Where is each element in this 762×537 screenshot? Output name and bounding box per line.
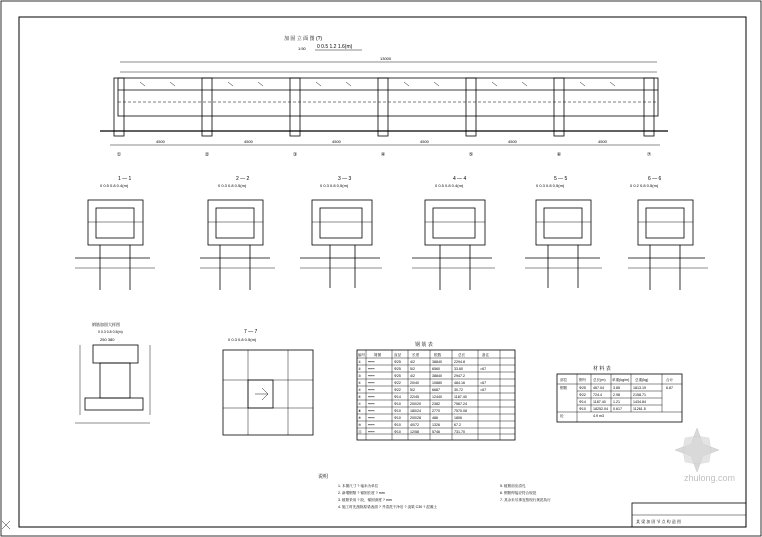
table-cell: Φ10 bbox=[394, 402, 401, 406]
note-item: 4. 施工时先凿除原梁表面 ? 并清洗干净后 ? 浇筑 C30 ? 混凝土 bbox=[338, 505, 438, 509]
quantity-header: 合计 bbox=[666, 378, 674, 382]
table-cell: 11261.5 bbox=[633, 407, 646, 411]
table-cell: 38840 bbox=[432, 374, 442, 378]
table-cell: 484.16 bbox=[454, 381, 465, 385]
table-cell: 2.98 bbox=[613, 393, 620, 397]
table-cell: 6687 bbox=[432, 388, 440, 392]
table-cell: 1806 bbox=[454, 416, 462, 420]
table-cell: 33.60 bbox=[454, 367, 463, 371]
note-item: 1. 本图尺寸 ? 毫米为单位 bbox=[338, 484, 379, 488]
table-cell: Φ25 bbox=[394, 374, 401, 378]
table-cell: Φ25 bbox=[394, 367, 401, 371]
table-cell: ━━━ bbox=[368, 360, 375, 364]
bay-dim: 4500 bbox=[420, 139, 429, 144]
table-cell: Φ14 bbox=[394, 395, 401, 399]
table-cell: Φ14 bbox=[579, 400, 586, 404]
table-cell: ② bbox=[358, 367, 362, 371]
bay-dim: 4500 bbox=[598, 139, 607, 144]
table-cell: 5746 bbox=[432, 430, 440, 434]
axis-number: ② bbox=[204, 152, 210, 158]
table-cell: 200/28 bbox=[410, 416, 421, 420]
section-title: 6 — 6 bbox=[648, 176, 662, 182]
table-cell: Φ25 bbox=[394, 360, 401, 364]
table-cell: 1187.40 bbox=[593, 400, 606, 404]
elevation-scale-label: 1:50 bbox=[298, 46, 306, 51]
table-cell: 10880 bbox=[432, 381, 442, 385]
table-cell: Φ10 bbox=[394, 423, 401, 427]
rebar-header: 直径 bbox=[394, 353, 402, 357]
note-item: 2. 新增钢筋 ? 锚固长度 ? mm bbox=[338, 491, 385, 495]
elevation-scale-ticks: 0 0.5 1.2 1.6(m) bbox=[317, 44, 353, 50]
section-title: 4 — 4 bbox=[453, 176, 467, 182]
table-cell: 724.4 bbox=[593, 393, 602, 397]
table-cell: ━━━ bbox=[368, 430, 375, 434]
table-cell: 200/20 bbox=[410, 402, 421, 406]
table-cell: 1434.84 bbox=[633, 400, 646, 404]
table-cell: ⑪ bbox=[358, 430, 362, 434]
note-item: 3. 植筋采用 ? 胶，锚固深度 ? mm bbox=[338, 498, 392, 502]
table-cell: Φ22 bbox=[394, 381, 401, 385]
table-cell: ⑥ bbox=[358, 395, 362, 399]
table-cell: 2770 bbox=[432, 409, 440, 413]
table-cell: ⑧ bbox=[358, 409, 362, 413]
table-cell: 12/58 bbox=[410, 430, 419, 434]
quantity-table-title: 材 料 表 bbox=[593, 366, 611, 372]
table-cell: ━━━ bbox=[368, 374, 375, 378]
title-block-label: 某 梁 加 固 节 点 构 造 图 bbox=[636, 519, 681, 524]
detail-a-dim: 250 380 bbox=[100, 337, 115, 342]
table-cell: 18252.04 bbox=[593, 407, 608, 411]
table-cell: Φ22 bbox=[579, 393, 586, 397]
table-cell: 4.9 m3 bbox=[593, 414, 604, 418]
section-title: 3 — 3 bbox=[338, 176, 352, 182]
table-cell: 2294.8 bbox=[454, 360, 465, 364]
rebar-table-title: 钢 筋 表 bbox=[415, 342, 433, 348]
axis-number: ⑦ bbox=[646, 152, 652, 158]
section-title: 5 — 5 bbox=[554, 176, 568, 182]
table-cell: 0.617 bbox=[613, 407, 622, 411]
axis-number: ⑤ bbox=[468, 152, 474, 158]
table-cell: ① bbox=[358, 360, 362, 364]
table-cell: Φ10 bbox=[394, 409, 401, 413]
table-cell: 砼 bbox=[560, 414, 564, 418]
table-cell: ⑨ bbox=[358, 416, 362, 420]
table-cell: 20/40 bbox=[410, 381, 419, 385]
table-cell: 6560 bbox=[432, 367, 440, 371]
table-cell: 5/2 bbox=[410, 388, 415, 392]
section-scale: 0 0.5 0.8 0.4(m) bbox=[100, 183, 129, 188]
table-cell: 12440 bbox=[432, 395, 442, 399]
section-scale: 0 0.3 0.8 0.5(m) bbox=[320, 183, 349, 188]
note-item: 6. 钢筋焊接应符合规范 bbox=[500, 491, 537, 495]
table-cell: =67 bbox=[480, 367, 487, 371]
bay-dim: 4500 bbox=[244, 139, 253, 144]
table-cell: 4/2 bbox=[410, 374, 415, 378]
outer-border bbox=[1, 1, 761, 536]
table-cell: 22/45 bbox=[410, 395, 419, 399]
table-cell: ━━━ bbox=[368, 416, 375, 420]
note-item: 7. 其余未尽事宜按现行规范执行 bbox=[500, 498, 551, 502]
rebar-header: 编号 bbox=[358, 353, 366, 357]
rebar-header: 长度 bbox=[412, 353, 420, 357]
section-7-scale: 0 0.3 0.8 0.5(m) bbox=[228, 337, 257, 342]
table-cell: 38840 bbox=[432, 360, 442, 364]
rebar-header: 根数 bbox=[434, 353, 442, 357]
table-cell: =67 bbox=[480, 381, 487, 385]
table-cell: 3.85 bbox=[613, 386, 620, 390]
table-cell: 1813.19 bbox=[633, 386, 646, 390]
axis-number: ① bbox=[116, 152, 122, 158]
table-cell: 30.72 bbox=[454, 388, 463, 392]
table-cell: ━━━ bbox=[368, 423, 375, 427]
table-cell: ③ bbox=[358, 374, 362, 378]
table-cell: 1.21 bbox=[613, 400, 620, 404]
quantity-header: 钢号 bbox=[579, 378, 587, 382]
table-cell: 钢筋 bbox=[560, 386, 568, 390]
table-cell: 2382 bbox=[432, 402, 440, 406]
table-cell: =67 bbox=[480, 388, 487, 392]
table-cell: 1187.40 bbox=[454, 395, 467, 399]
table-cell: Φ10 bbox=[579, 407, 586, 411]
quantity-header: 部位 bbox=[560, 378, 568, 382]
section-title: 2 — 2 bbox=[236, 176, 250, 182]
section-7-title: 7 — 7 bbox=[244, 329, 258, 335]
bay-dim: 4500 bbox=[332, 139, 341, 144]
note-item: 5. 植筋前应清孔 bbox=[500, 484, 526, 488]
table-cell: 67.2 bbox=[454, 423, 461, 427]
watermark-text: zhulong.com bbox=[684, 473, 736, 483]
table-cell: Φ22 bbox=[394, 388, 401, 392]
notes-heading: 说明 bbox=[318, 474, 329, 480]
table-cell: 6.87 bbox=[666, 386, 673, 390]
table-cell: 180/24 bbox=[410, 409, 421, 413]
detail-a-title: 钢筋加固大样图 bbox=[92, 322, 120, 327]
quantity-header: 单重(kg/m) bbox=[612, 378, 630, 382]
rebar-header: 备注 bbox=[482, 353, 490, 357]
detail-a-scale: 0 0.3 0.8 0.5(m) bbox=[98, 330, 123, 334]
section-scale: 0 0.3 0.8 0.5(m) bbox=[536, 183, 565, 188]
table-cell: 7570.08 bbox=[454, 409, 467, 413]
bay-dim: 4500 bbox=[508, 139, 517, 144]
table-cell: ⑤ bbox=[358, 388, 362, 392]
bay-dim: 4500 bbox=[156, 139, 165, 144]
table-cell: ━━━ bbox=[368, 381, 375, 385]
table-cell: 4/2 bbox=[410, 360, 415, 364]
axis-number: ④ bbox=[380, 152, 386, 158]
table-cell: Φ25 bbox=[579, 386, 586, 390]
table-cell: ━━━ bbox=[368, 388, 375, 392]
axis-number: ⑥ bbox=[556, 152, 562, 158]
section-scale: 0 0.5 0.8 0.4(m) bbox=[435, 183, 464, 188]
table-cell: ━━━ bbox=[368, 367, 375, 371]
rebar-header: 总长 bbox=[458, 353, 466, 357]
table-cell: 2158.71 bbox=[633, 393, 646, 397]
table-cell: ━━━ bbox=[368, 395, 375, 399]
table-cell: ⑩ bbox=[358, 423, 362, 427]
elevation-title: 加 固 立 面 图 (?) bbox=[284, 36, 323, 42]
rebar-header: 简图 bbox=[374, 353, 382, 357]
quantity-header: 总重(kg) bbox=[635, 378, 649, 382]
section-scale: 0 0.3 0.8 0.5(m) bbox=[218, 183, 247, 188]
table-cell: ⑦ bbox=[358, 402, 362, 406]
table-cell: Φ10 bbox=[394, 430, 401, 434]
section-title: 1 — 1 bbox=[118, 176, 132, 182]
table-cell: ④ bbox=[358, 381, 362, 385]
quantity-header: 总长(m) bbox=[593, 378, 606, 382]
elevation-total-dim: 13000 bbox=[380, 56, 392, 61]
table-cell: 467.04 bbox=[593, 386, 604, 390]
table-cell: 486 bbox=[432, 416, 438, 420]
table-cell: 40/72 bbox=[410, 423, 419, 427]
table-cell: ━━━ bbox=[368, 402, 375, 406]
axis-number: ③ bbox=[292, 152, 298, 158]
table-cell: 731.70 bbox=[454, 430, 465, 434]
table-cell: 2947.2 bbox=[454, 374, 465, 378]
table-cell: 7567.24 bbox=[454, 402, 467, 406]
table-cell: 5/2 bbox=[410, 367, 415, 371]
table-cell: ━━━ bbox=[368, 409, 375, 413]
table-cell: 1326 bbox=[432, 423, 440, 427]
table-cell: Φ10 bbox=[394, 416, 401, 420]
section-scale: 0 0.2 0.8 0.5(m) bbox=[630, 183, 659, 188]
